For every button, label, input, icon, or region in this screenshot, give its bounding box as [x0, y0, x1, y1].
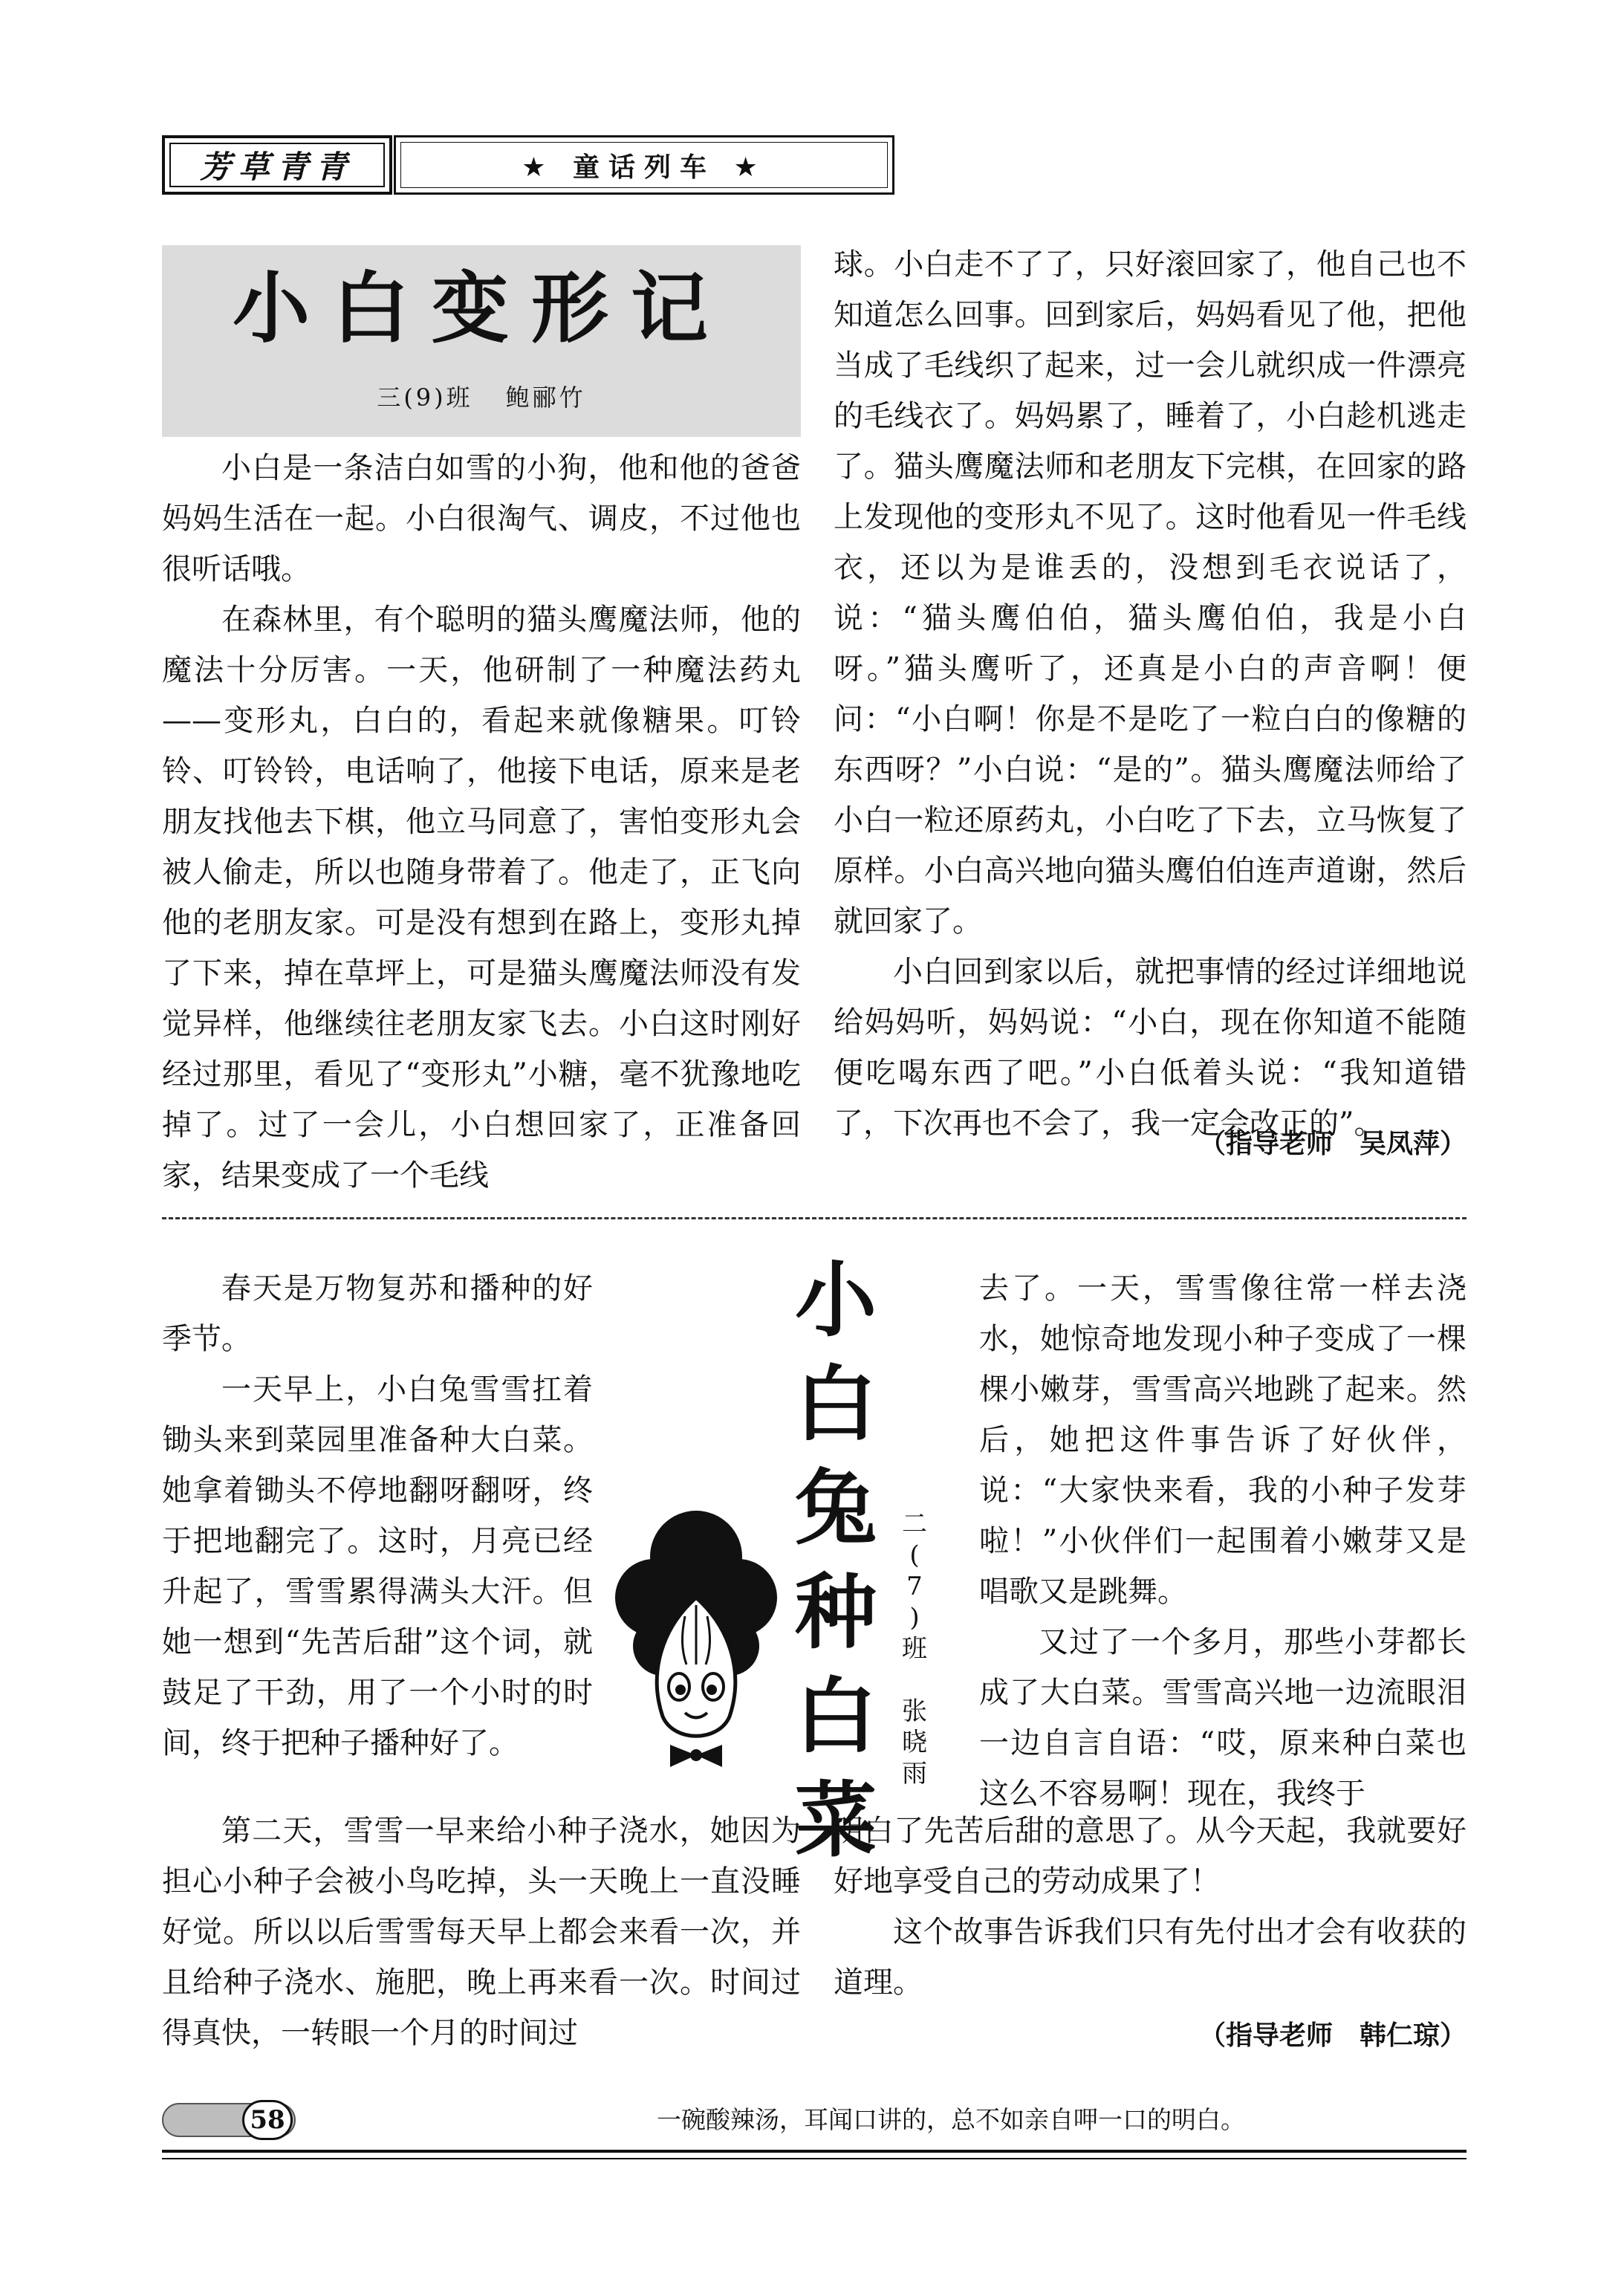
story2-byline-char: 二: [902, 1509, 927, 1539]
story2-byline-char: 雨: [902, 1759, 927, 1789]
story2-col-right-top: [979, 1263, 1467, 1819]
series-name-box: [394, 135, 894, 195]
story2-byline-spacer: [896, 1665, 933, 1696]
story2-paragraph: 一天早上，小白兔雪雪扛着锄头来到菜园里准备种大白菜。她拿着锄头不停地翻呀翻呀，终于把地翻完了。这时，月亮已经升起了，雪雪累得满头大汗。但她一想到“先苦后甜”这个词，就鼓足了干劲，用了一个小时的时间，终于把种子播种好了。: [162, 1372, 593, 1760]
story2-byline-char: 班: [902, 1634, 927, 1664]
story2-col-left-bottom: [162, 1806, 801, 2058]
footer-rule: [162, 2150, 1467, 2153]
story1-teacher-credit: （指导老师 吴凤萍）: [1198, 1129, 1467, 1159]
story2-title-char: 菜: [795, 1773, 877, 1868]
story2-title-char: 白: [795, 1669, 877, 1764]
story1-col-right: [834, 239, 1467, 1149]
story2-byline-char: ): [909, 1603, 920, 1633]
story2-byline-char: 张: [902, 1696, 927, 1726]
story2-byline-char: 晓: [902, 1728, 927, 1757]
section-divider: [162, 1217, 1467, 1219]
story2-paragraph: 去了。一天，雪雪像往常一样去浇水，她惊奇地发现小种子变成了一棵棵小嫩芽，雪雪高兴地跳了起来。然后，她把这件事告诉了好伙伴，说：“大家快来看，我的小种子发芽啦！”小伙伴们一起围着小嫩芽又是唱歌又是跳舞。: [979, 1271, 1467, 1609]
story2-title-char: 白: [795, 1357, 877, 1452]
story1-paragraph: 小白回到家以后，就把事情的经过详细地说给妈妈听，妈妈说：“小白，现在你知道不能随便吃喝东西了吧。”小白低着头说：“我知道错了，下次再也不会了，我一定会改正的”。: [834, 955, 1467, 1141]
cabbage-character-illustration: [611, 1486, 782, 1783]
story1-col-left: [162, 443, 801, 1201]
story1-paragraph: 在森林里，有个聪明的猫头鹰魔法师，他的魔法十分厉害。一天，他研制了一种魔法药丸——变形丸，白白的，看起来就像糖果。叮铃铃、叮铃铃，电话响了，他接下电话，原来是老朋友找他去下棋，他立马同意了，害怕变形丸会被人偷走，所以也随身带着了。他走了，正飞向他的老朋友家。可是没有想到在路上，变形丸掉了下来，掉在草坪上，可是猫头鹰魔法师没有发觉异样，他继续往老朋友家飞去。小白这时刚好经过那里，看见了“变形丸”小糖，毫不犹豫地吃掉了。过了一会儿，小白想回家了，正准备回家，结果变成了一个毛线: [162, 603, 801, 1193]
story1-byline-class: 三(9)班: [377, 383, 473, 412]
story1-paragraph: 小白是一条洁白如雪的小狗，他和他的爸爸妈妈生活在一起。小白很淘气、调皮，不过他也很听话哦。: [162, 451, 801, 586]
column-name-box: [162, 135, 392, 195]
story2-title-char: 种: [795, 1565, 877, 1660]
page-number: 58: [242, 2100, 293, 2140]
story2-paragraph: 这个故事告诉我们只有先付出才会有收获的道理。: [834, 1915, 1467, 2000]
story1-byline: [162, 379, 801, 413]
story2-paragraph: 明白了先苦后甜的意思了。从今天起，我就要好好地享受自己的劳动成果了！: [834, 1814, 1467, 1899]
story2-byline: [896, 1508, 933, 1789]
story2-col-right-bottom: [834, 1806, 1467, 2008]
column-name: 芳草青青: [199, 149, 354, 185]
footer-motto: 一碗酸辣汤，耳闻口讲的，总不如亲自呷一口的明白。: [657, 2105, 1245, 2134]
series-name: ★ 童话列车 ★: [522, 152, 767, 183]
story2-teacher-credit: （指导老师 韩仁琼）: [1198, 2020, 1467, 2051]
story2-byline-char: (: [909, 1540, 920, 1570]
footer-rule-thin: [162, 2158, 1467, 2159]
story2-paragraph: 第二天，雪雪一早来给小种子浇水，她因为担心小种子会被小鸟吃掉，头一天晚上一直没睡好觉。所以以后雪雪每天早上都会来看一次，并且给种子浇水、施肥，晚上再来看一次。时间过得真快，一转眼一个月的时间过: [162, 1814, 801, 2050]
story2-title: [780, 1248, 891, 1873]
story2-title-char: 小: [795, 1253, 877, 1348]
story2-title-char: 兔: [795, 1461, 877, 1556]
story1-paragraph: 球。小白走不了了，只好滚回家了，他自己也不知道怎么回事。回到家后，妈妈看见了他，把他当成了毛线织了起来，过一会儿就织成一件漂亮的毛线衣了。妈妈累了，睡着了，小白趁机逃走了。猫头鹰魔法师和老朋友下完棋，在回家的路上发现他的变形丸不见了。这时他看见一件毛线衣，还以为是谁丢的，没想到毛衣说话了，说：“猫头鹰伯伯，猫头鹰伯伯，我是小白呀。”猫头鹰听了，还真是小白的声音啊！便问：“小白啊！你是不是吃了一粒白白的像糖的东西呀？”小白说：“是的”。猫头鹰魔法师给了小白一粒还原药丸，小白吃了下去，立马恢复了原样。小白高兴地向猫头鹰伯伯连声道谢，然后就回家了。: [834, 247, 1467, 939]
story2-paragraph: 春天是万物复苏和播种的好季节。: [162, 1271, 593, 1356]
story1-title: 小白变形记: [232, 263, 730, 354]
story2-byline-char: 7: [906, 1572, 923, 1601]
story2-paragraph: 又过了一个多月，那些小芽都长成了大白菜。雪雪高兴地一边流眼泪一边自言自语：“哎，原来种白菜也这么不容易啊！现在，我终于: [979, 1625, 1467, 1811]
story2-col-left-top: [162, 1263, 593, 1769]
story1-byline-author: 鲍郦竹: [505, 383, 586, 412]
